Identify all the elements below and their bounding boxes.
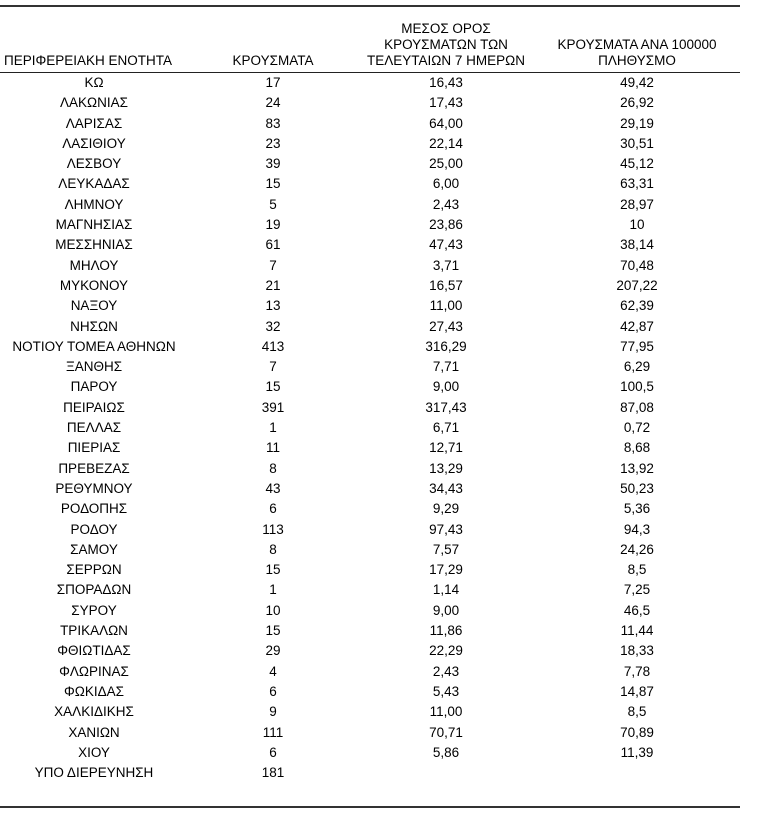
cases-per-100k-cell: 46,5 [623,602,651,618]
region-cell: ΣΠΟΡΑΔΩΝ [56,582,132,598]
cases-per-100k-cell: 13,92 [620,460,654,476]
cases-cell: 21 [265,277,281,293]
cases-per-100k-cell: 100,5 [620,379,654,395]
table-row [0,296,740,316]
weekly-average-cell: 6,00 [432,176,460,192]
weekly-average-cell: 11,86 [429,623,463,639]
weekly-average-cell: 17,43 [429,95,463,111]
cases-cell: 23 [265,135,281,151]
region-cell: ΠΕΛΛΑΣ [66,420,122,436]
weekly-average-cell: 17,29 [429,562,463,578]
cases-cell: 7 [269,257,277,273]
weekly-average-cell: 6,71 [432,420,460,436]
cases-per-100k-cell: 38,14 [620,237,654,253]
weekly-average-cell: 16,43 [429,75,463,90]
region-header: ΠΕΡΙΦΕΡΕΙΑΚΗ ΕΝΟΤΗΤΑ [0,10,188,73]
cases-per-100k-cell: 207,22 [616,277,658,293]
cases-cell: 17 [265,75,281,90]
region-cell: ΥΠΟ ΔΙΕΡΕΥΝΗΣΗ [34,765,154,781]
table-row [0,520,740,540]
cases-cell: 8 [269,541,277,557]
weekly-average-cell: 13,29 [429,460,463,476]
cases-cell: 83 [265,115,281,131]
region-cell: ΧΑΛΚΙΔΙΚΗΣ [54,704,134,720]
bottom-rule [0,806,740,808]
weekly-average-cell: 11,00 [429,704,463,720]
table-row [0,621,740,641]
cases-cell: 1 [269,582,277,598]
cases-per-100k-cell: 7,25 [623,582,651,598]
weekly-average-cell: 9,00 [432,379,460,395]
table-row [0,418,740,438]
cases-cell: 10 [265,602,281,618]
cases-per-100k-cell: 8,5 [627,704,647,720]
cases-per-100k-cell: 5,36 [623,501,651,517]
region-cell: ΜΥΚΟΝΟΥ [59,277,129,293]
region-cell: ΝΗΣΩΝ [70,318,118,334]
table-row [0,438,740,458]
weekly-average-cell: 9,00 [432,602,460,618]
cases-header: ΚΡΟΥΣΜΑΤΑ [188,10,358,73]
cases-per-100k-cell: 0,72 [623,420,651,436]
table-row [0,479,740,499]
region-cell: ΛΑΚΩΝΙΑΣ [60,95,128,111]
cases-per-100k-cell: 8,5 [627,562,647,578]
cases-cell: 15 [265,623,281,639]
table-row [0,702,740,722]
table-row [0,195,740,215]
cases-per-100k-cell: 70,89 [620,724,654,740]
cases-cell: 4 [269,663,277,679]
table-row [0,377,740,397]
region-cell: ΦΩΚΙΔΑΣ [64,683,124,699]
cases-per-100k-cell: 42,87 [620,318,654,334]
weekly-average-cell: 22,29 [429,643,463,659]
table-row [0,743,740,763]
cases-per-100k-cell: 18,33 [620,643,654,659]
weekly-average-cell: 97,43 [429,521,463,537]
region-cell: ΧΙΟΥ [78,744,110,760]
cases-per-100k-cell: 63,31 [620,176,654,192]
cases-per-100k-cell: 77,95 [620,338,654,354]
table-row [0,256,740,276]
cases-per-100k-cell: 50,23 [620,480,654,496]
cases-cell: 61 [265,237,281,253]
weekly-average-cell: 23,86 [429,217,463,233]
weekly-average-cell: 47,43 [429,237,463,253]
weekly-average-header: ΜΕΣΟΣ ΟΡΟΣ ΚΡΟΥΣΜΑΤΩΝ ΤΩΝ ΤΕΛΕΥΤΑΙΩΝ 7 ΗΜΕΡΩΝ [358,10,534,73]
table-row [0,601,740,621]
weekly-average-cell: 64,00 [429,115,463,131]
table-row [0,134,740,154]
cases-per-100k-cell [534,763,740,783]
table-row [0,662,740,682]
region-cell: ΦΘΙΩΤΙΔΑΣ [57,643,131,659]
region-cell: ΧΑΝΙΩΝ [68,724,120,740]
table-row [0,580,740,600]
table-row [0,682,740,702]
cases-per-100k-cell: 45,12 [620,156,654,172]
top-rule [0,5,740,7]
cases-cell: 15 [265,562,281,578]
cases-table [0,10,740,783]
cases-per-100k-cell: 62,39 [620,298,654,314]
table-row [0,73,740,94]
cases-per-100k-header: ΚΡΟΥΣΜΑΤΑ ΑΝΑ 100000 ΠΛΗΘΥΣΜΟ [534,10,740,73]
header-row [0,10,740,73]
weekly-average-cell: 7,71 [432,359,460,375]
table-row [0,317,740,337]
table-row [0,641,740,661]
table-row [0,276,740,296]
weekly-average-cell: 3,71 [432,257,460,273]
cases-per-100k-cell: 24,26 [620,541,654,557]
cases-per-100k-cell: 70,48 [620,257,654,273]
cases-cell: 19 [265,217,281,233]
cases-per-100k-cell: 94,3 [623,521,651,537]
table-row [0,337,740,357]
region-cell: ΛΕΥΚΑΔΑΣ [58,176,130,192]
cases-cell: 6 [269,744,277,760]
weekly-average-cell: 22,14 [429,135,463,151]
cases-per-100k-cell: 29,19 [620,115,654,131]
cases-cell: 5 [269,196,277,212]
cases-cell: 413 [261,338,285,354]
region-cell: ΛΑΡΙΣΑΣ [65,115,123,131]
cases-cell: 32 [265,318,281,334]
cases-cell: 9 [269,704,277,720]
weekly-average-cell: 1,14 [432,582,460,598]
weekly-average-cell: 316,29 [425,338,467,354]
cases-cell: 7 [269,359,277,375]
cases-cell: 391 [261,399,285,415]
cases-per-100k-cell: 30,51 [620,135,654,151]
cases-per-100k-cell: 26,92 [620,95,654,111]
cases-cell: 29 [265,643,281,659]
region-cell: ΜΕΣΣΗΝΙΑΣ [55,237,133,253]
table-header [0,10,740,73]
weekly-average-cell: 5,43 [432,683,460,699]
cases-cell: 181 [261,765,285,781]
cases-per-100k-cell: 87,08 [620,399,654,415]
cases-per-100k-cell: 7,78 [623,663,651,679]
weekly-average-cell: 5,86 [432,744,460,760]
cases-cell: 6 [269,501,277,517]
cases-cell: 6 [269,683,277,699]
table-row [0,154,740,174]
table-row [0,174,740,194]
table-row [0,763,740,783]
table-row [0,93,740,113]
cases-per-100k-cell: 8,68 [623,440,651,456]
cases-cell: 15 [265,176,281,192]
region-cell: ΣΥΡΟΥ [71,602,117,618]
cases-cell: 11 [265,440,280,456]
region-cell: ΜΑΓΝΗΣΙΑΣ [55,217,133,233]
region-cell: ΠΕΙΡΑΙΩΣ [63,399,125,415]
region-cell: ΡΟΔΟΥ [70,521,118,537]
table-row [0,459,740,479]
region-cell: ΤΡΙΚΑΛΩΝ [60,623,128,639]
region-cell: ΜΗΛΟΥ [69,257,119,273]
cases-per-100k-cell: 14,87 [620,683,654,699]
cases-per-100k-cell: 11,44 [620,623,654,639]
weekly-average-cell: 25,00 [429,156,463,172]
table-row [0,357,740,377]
region-cell: ΠΙΕΡΙΑΣ [67,440,121,456]
weekly-average-cell: 34,43 [429,480,463,496]
cases-cell: 43 [265,480,281,496]
region-cell: ΣΕΡΡΩΝ [66,562,122,578]
weekly-average-cell: 11,00 [429,298,463,314]
table-row [0,723,740,743]
table-row [0,560,740,580]
region-cell: ΣΑΜΟΥ [70,541,118,557]
weekly-average-cell: 27,43 [429,318,463,334]
cases-per-100k-cell: 49,42 [620,75,654,90]
region-cell: ΡΕΘΥΜΝΟΥ [55,480,133,496]
table-body [0,73,740,784]
region-cell: ΝΟΤΙΟΥ ΤΟΜΕΑ ΑΘΗΝΩΝ [12,338,176,354]
weekly-average-cell: 12,71 [429,440,463,456]
region-cell: ΝΑΞΟΥ [70,298,118,314]
region-cell: ΛΗΜΝΟΥ [64,196,124,212]
table-row [0,499,740,519]
region-cell: ΛΕΣΒΟΥ [66,156,122,172]
region-cell: ΛΑΣΙΘΙΟΥ [62,135,126,151]
cases-per-100k-cell: 11,39 [620,744,654,760]
cases-cell: 15 [265,379,281,395]
table-row [0,398,740,418]
table-row [0,114,740,134]
weekly-average-cell: 7,57 [432,541,460,557]
region-cell: ΡΟΔΟΠΗΣ [60,501,128,517]
cases-per-100k-cell: 28,97 [620,196,654,212]
weekly-average-cell: 9,29 [432,501,460,517]
cases-cell: 1 [269,420,277,436]
table-row [0,215,740,235]
weekly-average-cell: 70,71 [429,724,463,740]
weekly-average-cell: 2,43 [432,663,460,679]
cases-cell: 39 [265,156,281,172]
table-row [0,540,740,560]
cases-cell: 8 [269,460,277,476]
cases-cell: 111 [262,724,284,740]
weekly-average-cell [358,763,534,783]
cases-cell: 13 [265,298,281,314]
cases-per-100k-cell: 10 [629,217,645,233]
cases-cell: 113 [262,521,284,537]
weekly-average-cell: 2,43 [432,196,460,212]
weekly-average-cell: 16,57 [429,277,463,293]
region-cell: ΠΑΡΟΥ [70,379,118,395]
weekly-average-cell: 317,43 [425,399,467,415]
region-cell: ΠΡΕΒΕΖΑΣ [58,460,130,476]
region-cell: ΞΑΝΘΗΣ [65,359,123,375]
table-row [0,235,740,255]
region-cell: ΦΛΩΡΙΝΑΣ [59,663,129,679]
cases-per-100k-cell: 6,29 [623,359,651,375]
region-cell: ΚΩ [84,75,104,90]
cases-cell: 24 [265,95,281,111]
